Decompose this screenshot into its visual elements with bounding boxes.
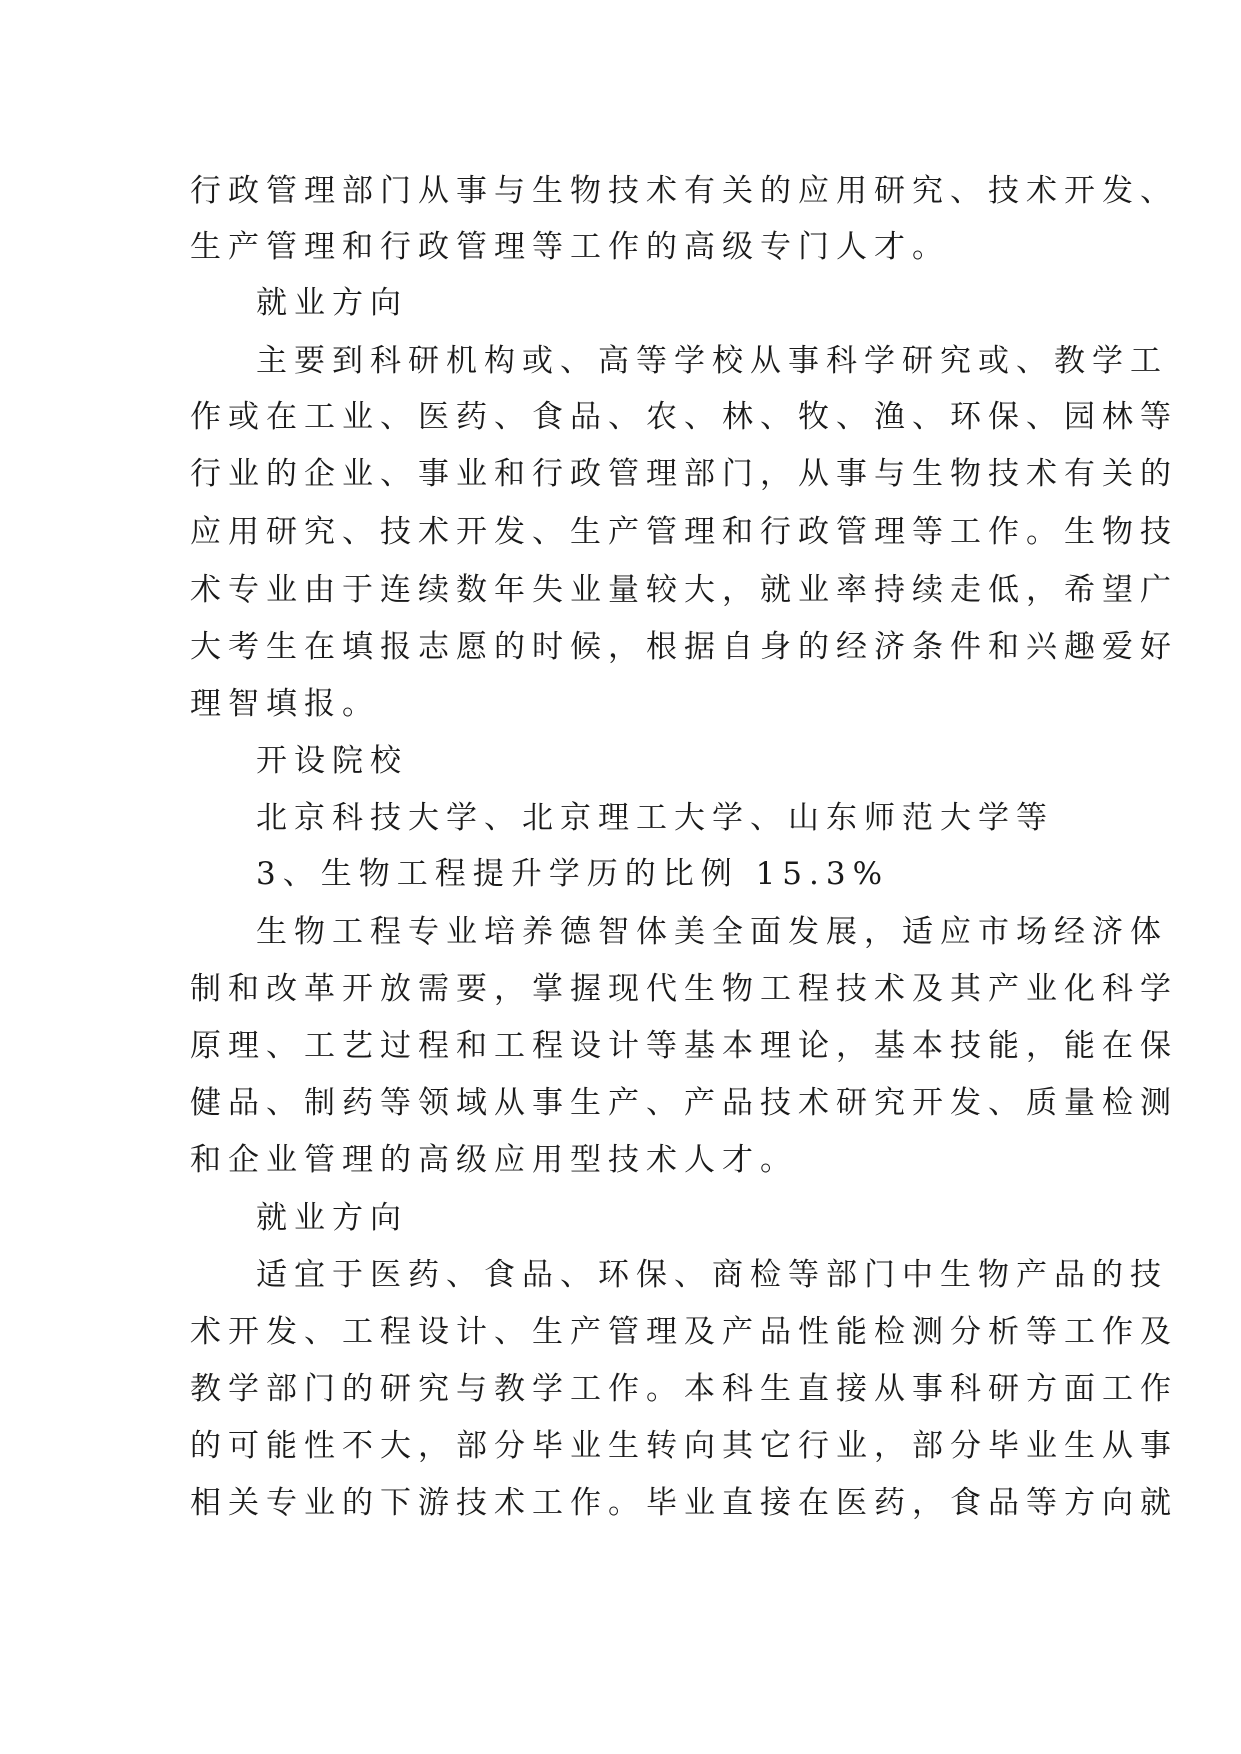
paragraph-line: 生产管理和行政管理等工作的高级专门人才。 (190, 229, 950, 265)
paragraph-line: 和企业管理的高级应用型技术人才。 (190, 1142, 798, 1178)
paragraph-line: 健品、制药等领域从事生产、产品技术研究开发、质量检测 (190, 1085, 1178, 1121)
section-heading: 就业方向 (256, 285, 408, 321)
paragraph-line: 适宜于医药、食品、环保、商检等部门中生物产品的技 (256, 1257, 1168, 1293)
paragraph-line: 行业的企业、事业和行政管理部门，从事与生物技术有关的 (190, 456, 1178, 492)
paragraph-line: 主要到科研机构或、高等学校从事科学研究或、教学工 (256, 343, 1168, 379)
section-heading: 开设院校 (256, 743, 408, 779)
paragraph-line: 行政管理部门从事与生物技术有关的应用研究、技术开发、 (190, 173, 1178, 209)
paragraph-line: 生物工程专业培养德智体美全面发展，适应市场经济体 (256, 914, 1168, 950)
paragraph-line: 术开发、工程设计、生产管理及产品性能检测分析等工作及 (190, 1314, 1178, 1350)
section-heading: 3、生物工程提升学历的比例 15.3% (256, 856, 890, 892)
section-heading: 就业方向 (256, 1200, 408, 1236)
paragraph-line: 理智填报。 (190, 686, 380, 722)
paragraph-line: 应用研究、技术开发、生产管理和行政管理等工作。生物技 (190, 514, 1178, 550)
paragraph-line: 相关专业的下游技术工作。毕业直接在医药，食品等方向就 (190, 1485, 1178, 1521)
paragraph-line: 的可能性不大，部分毕业生转向其它行业，部分毕业生从事 (190, 1428, 1178, 1464)
paragraph-line: 原理、工艺过程和工程设计等基本理论，基本技能，能在保 (190, 1028, 1178, 1064)
paragraph-line: 大考生在填报志愿的时候，根据自身的经济条件和兴趣爱好 (190, 629, 1178, 665)
paragraph-line: 作或在工业、医药、食品、农、林、牧、渔、环保、园林等 (190, 399, 1178, 435)
paragraph-line: 术专业由于连续数年失业量较大，就业率持续走低，希望广 (190, 572, 1178, 608)
paragraph-line: 北京科技大学、北京理工大学、山东师范大学等 (256, 800, 1054, 836)
paragraph-line: 制和改革开放需要，掌握现代生物工程技术及其产业化科学 (190, 971, 1178, 1007)
paragraph-line: 教学部门的研究与教学工作。本科生直接从事科研方面工作 (190, 1371, 1178, 1407)
